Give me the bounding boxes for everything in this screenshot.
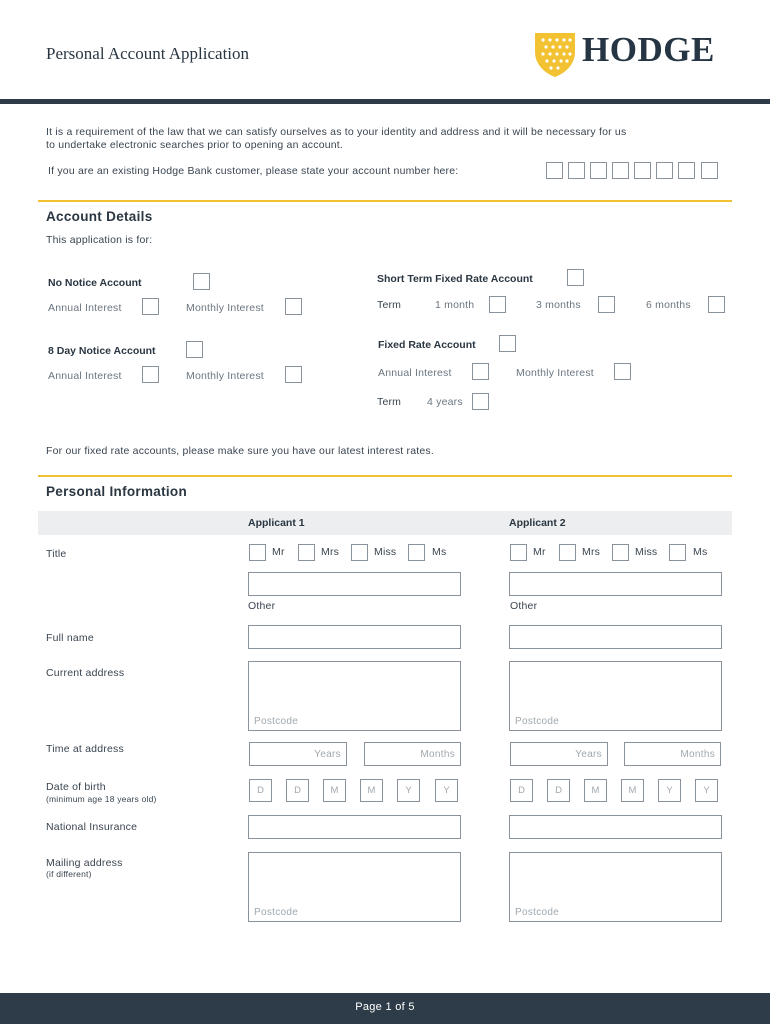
title-label: Title xyxy=(46,548,67,560)
applicant-2-years-input[interactable] xyxy=(510,742,608,766)
postcode-placeholder: Postcode xyxy=(254,716,299,727)
fixed-rate-monthly-checkbox[interactable] xyxy=(614,363,631,380)
applicant-1-months-input[interactable] xyxy=(364,742,461,766)
applicant-1-full-name-input[interactable] xyxy=(248,625,461,649)
applicant-2-months-input[interactable] xyxy=(624,742,721,766)
applicant-2-ms-checkbox[interactable] xyxy=(669,544,686,561)
short-term-label: Short Term Fixed Rate Account xyxy=(377,273,533,285)
applicant-1-ni-input[interactable] xyxy=(248,815,461,839)
time-at-address-label: Time at address xyxy=(46,743,124,755)
no-notice-annual-label: Annual Interest xyxy=(48,302,122,314)
fixed-rate-note: For our fixed rate accounts, please make sure you have our latest interest rates. xyxy=(46,445,434,457)
intro-line-1: It is a requirement of the law that we can satisfy ourselves as to your identity and address and it will be necessary for us xyxy=(46,126,627,138)
applicant-1-mr-label: Mr xyxy=(272,546,285,558)
eight-day-annual-checkbox[interactable] xyxy=(142,366,159,383)
applicant-2-mrs-checkbox[interactable] xyxy=(559,544,576,561)
dob-month-box[interactable]: M xyxy=(323,779,346,802)
dob-year-box[interactable]: Y xyxy=(397,779,420,802)
personal-info-heading: Personal Information xyxy=(46,484,188,499)
eight-day-monthly-label: Monthly Interest xyxy=(186,370,264,382)
existing-customer-label: If you are an existing Hodge Bank customer, please state your account number here: xyxy=(48,165,459,177)
applicant-1-years-input[interactable] xyxy=(249,742,347,766)
section-divider xyxy=(38,200,732,202)
dob-month-box[interactable]: M xyxy=(621,779,644,802)
fixed-rate-4-years-label: 4 years xyxy=(427,396,463,408)
applicant-1-mrs-checkbox[interactable] xyxy=(298,544,315,561)
postcode-placeholder: Postcode xyxy=(254,907,299,918)
page-number: Page 1 of 5 xyxy=(355,1001,415,1013)
months-placeholder: Months xyxy=(420,749,455,760)
short-term-6-months-label: 6 months xyxy=(646,299,691,311)
dob-day-box[interactable]: D xyxy=(286,779,309,802)
hodge-logo-wordmark: HODGE xyxy=(582,30,715,69)
applicant-2-mailing-address-input[interactable] xyxy=(509,852,722,922)
dob-year-box[interactable]: Y xyxy=(435,779,458,802)
applicant-2-header: Applicant 2 xyxy=(509,517,566,529)
eight-day-label: 8 Day Notice Account xyxy=(48,345,156,357)
eight-day-checkbox[interactable] xyxy=(186,341,203,358)
mailing-address-label: Mailing address xyxy=(46,857,123,869)
applicant-1-header: Applicant 1 xyxy=(248,517,305,529)
dob-year-box[interactable]: Y xyxy=(695,779,718,802)
fixed-rate-annual-label: Annual Interest xyxy=(378,367,452,379)
short-term-3-months-checkbox[interactable] xyxy=(598,296,615,313)
postcode-placeholder: Postcode xyxy=(515,907,560,918)
applicant-2-mr-label: Mr xyxy=(533,546,546,558)
applicant-2-other-title-input[interactable] xyxy=(509,572,722,596)
dob-year-box[interactable]: Y xyxy=(658,779,681,802)
applicant-1-miss-label: Miss xyxy=(374,546,397,558)
applicant-2-mr-checkbox[interactable] xyxy=(510,544,527,561)
applicant-header-row xyxy=(38,511,732,535)
dob-day-box[interactable]: D xyxy=(249,779,272,802)
ni-label: National Insurance xyxy=(46,821,138,833)
fixed-rate-label: Fixed Rate Account xyxy=(378,339,476,351)
applicant-2-ms-label: Ms xyxy=(693,546,708,558)
dob-label: Date of birth xyxy=(46,781,106,793)
short-term-checkbox[interactable] xyxy=(567,269,584,286)
dob-day-box[interactable]: D xyxy=(510,779,533,802)
applicant-1-mailing-address-input[interactable] xyxy=(248,852,461,922)
account-details-heading: Account Details xyxy=(46,209,153,224)
applicant-1-other-title-input[interactable] xyxy=(248,572,461,596)
applicant-1-miss-checkbox[interactable] xyxy=(351,544,368,561)
short-term-3-months-label: 3 months xyxy=(536,299,581,311)
short-term-term-label: Term xyxy=(377,299,402,311)
intro-line-2: to undertake electronic searches prior to opening an account. xyxy=(46,139,344,151)
full-name-label: Full name xyxy=(46,632,94,644)
applicant-2-miss-label: Miss xyxy=(635,546,658,558)
years-placeholder: Years xyxy=(575,749,602,760)
short-term-1-month-checkbox[interactable] xyxy=(489,296,506,313)
postcode-placeholder: Postcode xyxy=(515,716,560,727)
applicant-2-ni-input[interactable] xyxy=(509,815,722,839)
hodge-shield-logo-icon xyxy=(533,30,577,78)
eight-day-annual-label: Annual Interest xyxy=(48,370,122,382)
eight-day-monthly-checkbox[interactable] xyxy=(285,366,302,383)
applicant-2-current-address-input[interactable] xyxy=(509,661,722,731)
applicant-2-miss-checkbox[interactable] xyxy=(612,544,629,561)
no-notice-monthly-label: Monthly Interest xyxy=(186,302,264,314)
dob-note: (minimum age 18 years old) xyxy=(46,794,157,804)
application-for-label: This application is for: xyxy=(46,234,153,246)
dob-day-box[interactable]: D xyxy=(547,779,570,802)
no-notice-label: No Notice Account xyxy=(48,277,142,289)
section-divider xyxy=(38,475,732,477)
current-address-label: Current address xyxy=(46,667,125,679)
fixed-rate-4-years-checkbox[interactable] xyxy=(472,393,489,410)
no-notice-annual-checkbox[interactable] xyxy=(142,298,159,315)
no-notice-checkbox[interactable] xyxy=(193,273,210,290)
page-title: Personal Account Application xyxy=(46,44,250,63)
fixed-rate-checkbox[interactable] xyxy=(499,335,516,352)
short-term-6-months-checkbox[interactable] xyxy=(708,296,725,313)
fixed-rate-term-label: Term xyxy=(377,396,402,408)
applicant-1-current-address-input[interactable] xyxy=(248,661,461,731)
applicant-1-mrs-label: Mrs xyxy=(321,546,340,558)
applicant-1-other-label: Other xyxy=(248,600,276,612)
applicant-1-ms-checkbox[interactable] xyxy=(408,544,425,561)
months-placeholder: Months xyxy=(680,749,715,760)
applicant-2-mrs-label: Mrs xyxy=(582,546,601,558)
mailing-note: (if different) xyxy=(46,869,92,879)
dob-month-box[interactable]: M xyxy=(584,779,607,802)
fixed-rate-monthly-label: Monthly Interest xyxy=(516,367,594,379)
applicant-2-full-name-input[interactable] xyxy=(509,625,722,649)
applicant-1-mr-checkbox[interactable] xyxy=(249,544,266,561)
header-divider xyxy=(0,99,770,104)
dob-month-box[interactable]: M xyxy=(360,779,383,802)
applicant-1-ms-label: Ms xyxy=(432,546,447,558)
fixed-rate-annual-checkbox[interactable] xyxy=(472,363,489,380)
applicant-2-other-label: Other xyxy=(510,600,538,612)
no-notice-monthly-checkbox[interactable] xyxy=(285,298,302,315)
short-term-1-month-label: 1 month xyxy=(435,299,475,311)
years-placeholder: Years xyxy=(314,749,341,760)
